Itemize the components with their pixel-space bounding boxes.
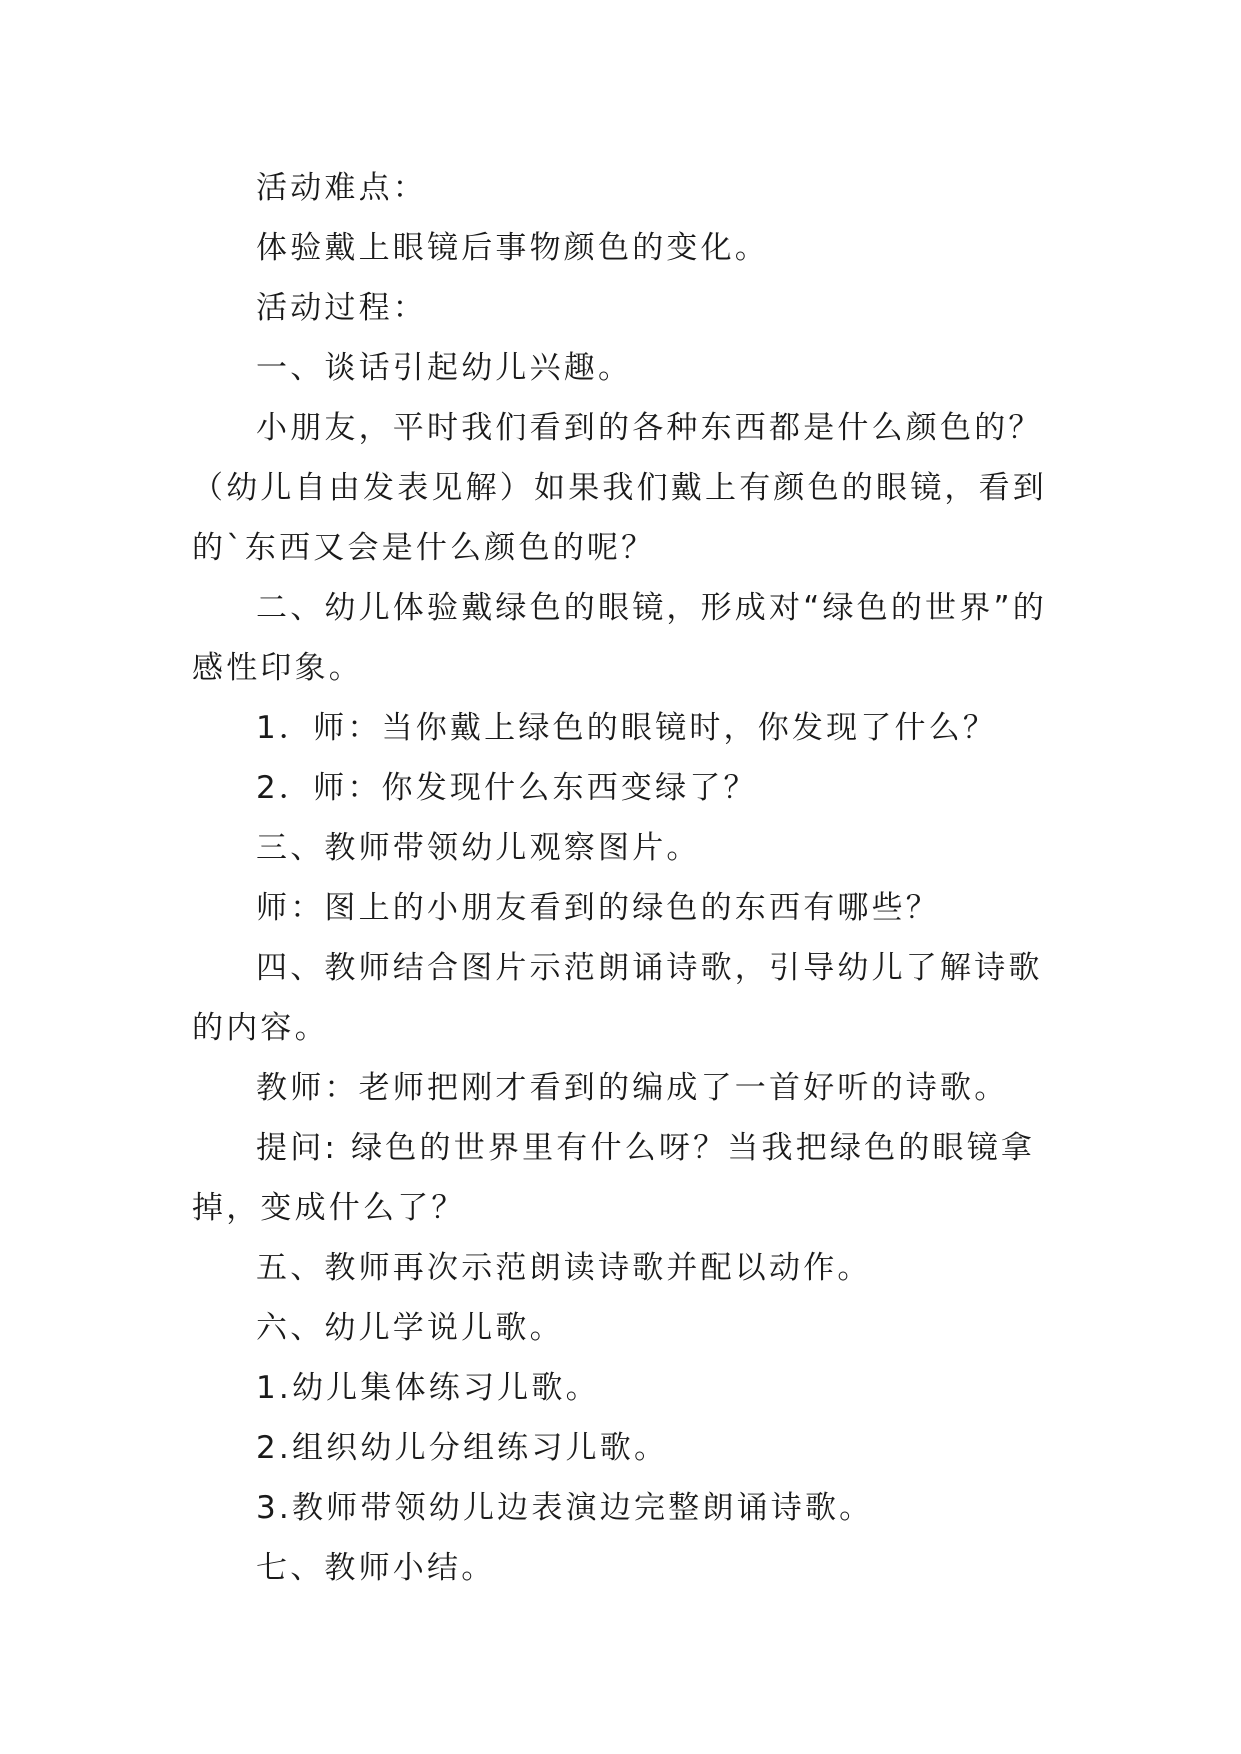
step-seven-heading: 七、教师小结。 — [256, 1550, 496, 1586]
step-six-item-2: 2.组织幼儿分组练习儿歌。 — [256, 1430, 669, 1466]
step-six-heading: 六、幼儿学说儿歌。 — [256, 1310, 564, 1346]
step-six-item-3: 3.教师带领幼儿边表演边完整朗诵诗歌。 — [256, 1490, 874, 1526]
step-three-heading: 三、教师带领幼儿观察图片。 — [256, 830, 701, 866]
heading-activity-difficulty: 活动难点： — [256, 170, 427, 206]
step-one-heading: 一、谈话引起幼儿兴趣。 — [256, 350, 633, 386]
step-four-heading: 四、教师结合图片示范朗诵诗歌，引导幼儿了解诗歌的内容。 — [192, 950, 1043, 1046]
step-six-item-1: 1.幼儿集体练习儿歌。 — [256, 1370, 600, 1406]
step-five-heading: 五、教师再次示范朗读诗歌并配以动作。 — [256, 1250, 872, 1286]
paragraph-step-four-teacher: 教师：老师把刚才看到的编成了一首好听的诗歌。 — [256, 1070, 1009, 1106]
step-two-item-2: 2．师：你发现什么东西变绿了？ — [256, 770, 758, 806]
step-two-heading: 二、幼儿体验戴绿色的眼镜，形成对“绿色的世界”的感性印象。 — [192, 590, 1047, 686]
step-two-item-1: 1．师：当你戴上绿色的眼镜时，你发现了什么？ — [256, 710, 998, 746]
paragraph-difficulty-text: 体验戴上眼镜后事物颜色的变化。 — [256, 230, 769, 266]
document-body — [192, 158, 1064, 1598]
heading-activity-process: 活动过程： — [256, 290, 427, 326]
paragraph-step-one-text: 小朋友，平时我们看到的各种东西都是什么颜色的？（幼儿自由发表见解）如果我们戴上有颜色的眼镜，看到的`东西又会是什么颜色的呢？ — [192, 410, 1047, 566]
paragraph-step-three-text: 师：图上的小朋友看到的绿色的东西有哪些？ — [256, 890, 940, 926]
paragraph-step-four-question: 提问: 绿色的世界里有什么呀？当我把绿色的眼镜拿掉，变成什么了？ — [192, 1130, 1036, 1226]
